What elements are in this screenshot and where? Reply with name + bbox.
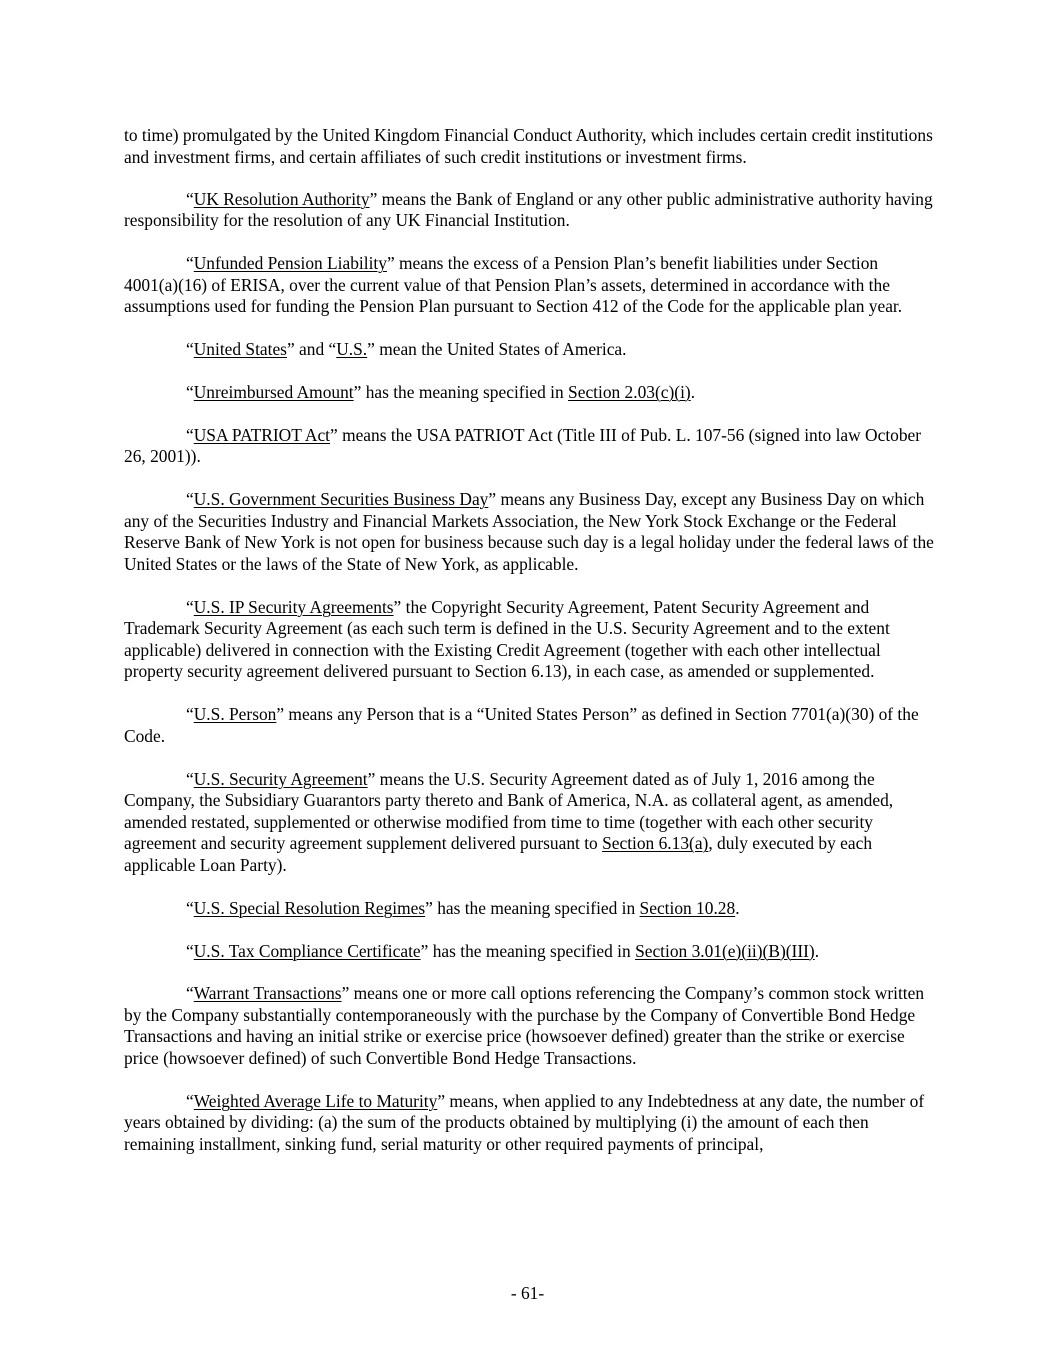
- definition-body: ” means the excess of a Pension Plan’s benefit liabilities under Section 4001(a)(16) of ERISA, over the current value of that Pension Plan’s assets, determined in accordance with the assumptions used for funding the Pension Plan pursuant to Section 412 of the Code for the applicable plan year.: [124, 253, 903, 317]
- definition-unfunded-pension-liability: [124, 253, 934, 318]
- defined-term: United States: [193, 339, 287, 360]
- open-quote: “: [186, 983, 194, 1004]
- open-quote: “: [186, 381, 194, 402]
- definition-warrant-transactions: [124, 983, 934, 1069]
- defined-term: Unfunded Pension Liability: [193, 253, 387, 274]
- definition-body: ” means the USA PATRIOT Act (Title III of Pub. L. 107-56 (signed into law October 26, 2001)).: [124, 424, 922, 467]
- definition-us-special-resolution-regimes: [124, 898, 934, 920]
- definition-us-tax-compliance-certificate: [124, 941, 934, 963]
- definition-body: ” means any Person that is a “United States Person” as defined in Section 7701(a)(30) of the Code.: [124, 704, 919, 746]
- definition-body: ” means, when applied to any Indebtedness at any date, the number of years obtained by dividing: (a) the sum of the products obtained by multiplying (i) the amount of each then remaining installment, sinking fund, serial maturity or other required payments of principal,: [124, 1090, 925, 1155]
- section-reference: Section 10.28: [639, 897, 736, 918]
- defined-term: Warrant Transactions: [193, 983, 342, 1004]
- definition-weighted-average-life-to-maturity: [124, 1091, 934, 1156]
- open-quote: “: [186, 253, 194, 274]
- defined-term-alt: U.S.: [336, 339, 368, 360]
- section-reference: Section 6.13(a): [602, 833, 709, 854]
- defined-term: Weighted Average Life to Maturity: [193, 1090, 438, 1111]
- definition-body: ” means any Business Day, except any Business Day on which any of the Securities Industry and Financial Markets Association, the New York Stock Exchange or the Federal Reserve Bank of New York is not open for business because such day is a legal holiday under the federal laws of the United States or the laws of the State of New York, as applicable.: [124, 489, 934, 574]
- definition-tail: , duly executed by each applicable Loan Party).: [124, 833, 873, 875]
- open-quote: “: [186, 897, 194, 918]
- definition-body: ” mean the United States of America.: [367, 339, 627, 360]
- definition-tail: .: [735, 897, 740, 918]
- defined-term: Unreimbursed Amount: [193, 381, 354, 402]
- section-reference: Section 2.03(c)(i): [568, 381, 691, 402]
- defined-term: U.S. Special Resolution Regimes: [193, 897, 426, 918]
- definition-usa-patriot-act: [124, 425, 934, 468]
- defined-term: U.S. Person: [193, 704, 277, 725]
- open-quote: “: [186, 596, 194, 617]
- defined-term: U.S. Security Agreement: [193, 768, 368, 789]
- defined-term: UK Resolution Authority: [193, 188, 370, 209]
- definition-tail: .: [814, 940, 820, 961]
- defined-term: USA PATRIOT Act: [193, 424, 330, 445]
- defined-term: U.S. IP Security Agreements: [193, 596, 394, 617]
- definition-body: ” the Copyright Security Agreement, Patent Security Agreement and Trademark Security Agreement (as each such term is defined in the U.S. Security Agreement and to the extent applicable) delivered in connection with the Existing Credit Agreement (together with each other intellectual property security agreement delivered pursuant to Section 6.13), in each case, as amended or supplemented.: [124, 596, 890, 682]
- document-page: [124, 125, 934, 1177]
- definition-body: ” has the meaning specified in: [420, 940, 636, 961]
- open-quote: “: [186, 704, 194, 725]
- definition-us-government-securities-business-day: [124, 489, 934, 575]
- intro-text: to time) promulgated by the United Kingdom Financial Conduct Authority, which includes certain credit institutions and investment firms, and certain affiliates of such credit institutions or investment firms.: [124, 125, 933, 167]
- definition-body: ” means one or more call options referencing the Company’s common stock written by the Company substantially contemporaneously with the purchase by the Company of Convertible Bond Hedge Transactions and having an initial strike or exercise price (howsoever defined) greater than the strike or exercise price (howsoever defined) of such Convertible Bond Hedge Transactions.: [124, 983, 925, 1069]
- definition-us-ip-security-agreements: [124, 597, 934, 683]
- definition-connector: ” and “: [286, 339, 337, 360]
- open-quote: “: [186, 339, 194, 360]
- definition-body: ” has the meaning specified in: [425, 897, 640, 918]
- definition-body: ” has the meaning specified in: [353, 381, 569, 402]
- definition-body: ” means the U.S. Security Agreement dated as of July 1, 2016 among the Company, the Subsidiary Guarantors party thereto and Bank of America, N.A. as collateral agent, as amended, amended restated, supplemented or otherwise modified from time to time (together with each other security agreement and security agreement supplement delivered pursuant to: [124, 768, 894, 854]
- page-number: - 61-: [510, 1283, 545, 1303]
- definition-body: ” means the Bank of England or any other public administrative authority having responsibility for the resolution of any UK Financial Institution.: [124, 188, 933, 231]
- definition-united-states: [124, 339, 934, 361]
- definition-unreimbursed-amount: [124, 382, 934, 404]
- open-quote: “: [186, 768, 194, 789]
- definition-uk-resolution-authority: [124, 189, 934, 232]
- open-quote: “: [186, 940, 194, 961]
- section-reference: Section 3.01(e)(ii)(B)(III): [635, 940, 815, 961]
- definition-tail: .: [690, 381, 696, 402]
- definition-us-security-agreement: [124, 769, 934, 877]
- open-quote: “: [186, 424, 194, 445]
- defined-term: U.S. Tax Compliance Certificate: [193, 940, 421, 961]
- open-quote: “: [186, 489, 194, 510]
- defined-term: U.S. Government Securities Business Day: [193, 489, 489, 510]
- definition-us-person: [124, 704, 934, 747]
- open-quote: “: [186, 188, 194, 209]
- open-quote: “: [186, 1090, 194, 1111]
- intro-paragraph: [124, 125, 934, 168]
